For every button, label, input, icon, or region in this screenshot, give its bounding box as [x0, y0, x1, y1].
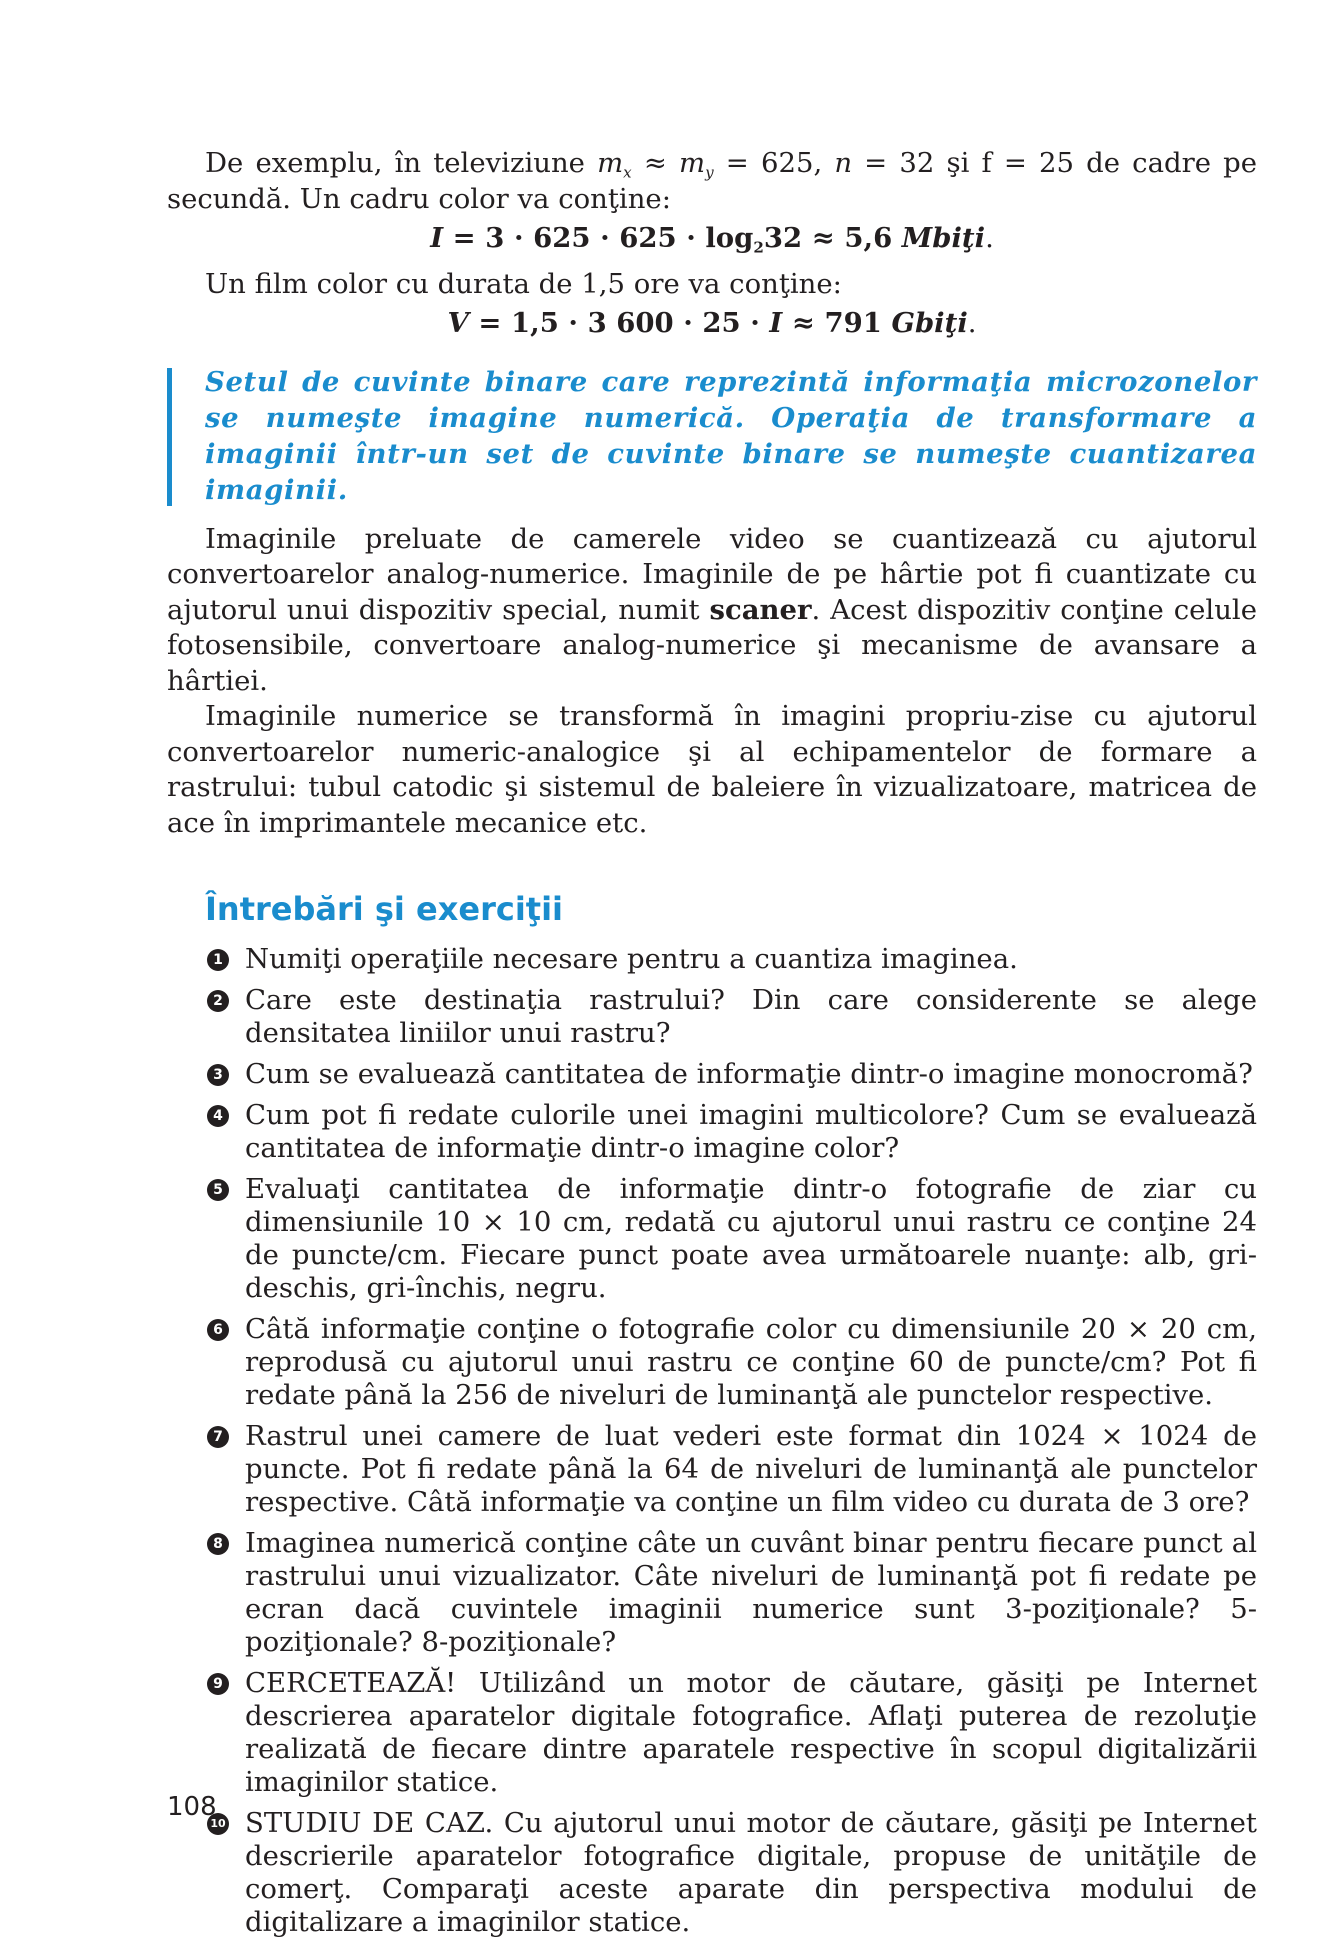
question-item — [167, 1058, 1257, 1091]
question-text: CERCETEAZĂ! Utilizând un motor de căutare, găsiţi pe Internet descrierea aparatelor digitale fotografice. Aflaţi puterea de rezoluţie realizată de fiecare dintre aparatele respective în scopul digitalizării imaginilor statice. — [245, 1667, 1257, 1798]
page-number: 108 — [167, 1792, 217, 1822]
definition-text: Setul de cuvinte binare care reprezintă informaţia microzonelor se numeşte imagine numerică. Operaţia de transformare a imaginii într-un set de cuvinte binare se numeşte cuantizarea imaginii. — [205, 365, 1257, 506]
question-number: 5 — [207, 1179, 229, 1201]
question-number: 1 — [207, 949, 229, 971]
question-item — [167, 1313, 1257, 1412]
conversion-paragraph: Imaginile numerice se transformă în imagini propriu-zise cu ajutorul convertoarelor numeric-analogice şi al echipamentelor de formare a rastrului: tubul catodic şi sistemul de baleiere în vizualizatoare, matricea de ace în imprimantele mecanice etc. — [167, 700, 1257, 839]
question-number: 7 — [207, 1426, 229, 1448]
question-text: Numiţi operaţiile necesare pentru a cuantiza imaginea. — [245, 943, 1018, 975]
question-item — [167, 1527, 1257, 1659]
question-item — [167, 1420, 1257, 1519]
question-text: Imaginea numerică conţine câte un cuvânt binar pentru fiecare punct al rastrului unui vizualizator. Câte niveluri de luminanţă pot fi redate pe ecran dacă cuvintele imaginii numerice sunt 3-poziţionale? 5-poziţionale? 8-poziţionale? — [245, 1527, 1257, 1658]
page-content — [167, 146, 1257, 1947]
scanner-paragraph: Imaginile preluate de camerele video se cuantizează cu ajutorul convertoarelor analog-numerice. Imaginile de pe hârtie pot fi cuantizate cu ajutorul unui dispozitiv special, numit scaner. Acest dispozitiv conţine celule fotosensibile, convertoare analog-numerice şi mecanisme de avansare a hârtiei. — [167, 522, 1257, 697]
question-text: STUDIU DE CAZ. Cu ajutorul unui motor de căutare, găsiţi pe Internet descrierile aparatelor fotografice digitale, propuse de unităţile de comerţ. Comparaţi aceste aparate din perspectiva modului de digitalizare a imaginilor statice. — [245, 1807, 1257, 1938]
question-text: Cum se evaluează cantitatea de informaţie dintr-o imagine monocromă? — [245, 1058, 1253, 1090]
question-text: Evaluaţi cantitatea de informaţie dintr-o fotografie de ziar cu dimensiunile 10 × 10 cm, redată cu ajutorul unui rastru ce conţine 24 de puncte/cm. Fiecare punct poate avea următoarele nuanţe: alb, gri-deschis, gri-închis, negru. — [245, 1173, 1257, 1304]
question-item — [167, 1667, 1257, 1799]
question-number: 6 — [207, 1319, 229, 1341]
film-intro: Un film color cu durata de 1,5 ore va conţine: — [205, 267, 842, 300]
questions-list — [167, 943, 1257, 1939]
question-item — [167, 984, 1257, 1050]
example-paragraph: De exemplu, în televiziune $m_x \approx m_y = 625$, n = 32 şi f = 25 de cadre pe secundă. Un cadru color va conţine: — [167, 147, 1258, 215]
definition-bar — [167, 368, 172, 506]
section-title: Întrebări şi exerciţii — [205, 890, 564, 928]
question-text: Care este destinaţia rastrului? Din care considerente se alege densitatea liniilor unui rastru? — [245, 984, 1257, 1049]
question-number: 8 — [207, 1533, 229, 1555]
question-number: 9 — [207, 1673, 229, 1695]
question-number: 3 — [207, 1064, 229, 1086]
formula-frame-information: $I = 3 \cdot 625 \cdot 625 \cdot \log_232 \approx 5,6$ Mbiţi. — [430, 222, 994, 257]
question-text: Rastrul unei camere de luat vederi este format din 1024 × 1024 de puncte. Pot fi redate până la 64 de niveluri de luminanţă ale punctelor respective. Câtă informaţie va conţine un film video cu durata de 3 ore? — [245, 1420, 1257, 1518]
question-item — [167, 1807, 1257, 1939]
formula-film-information: V = 1,5 · 3 600 · 25 · I ≈ 791 Gbiţi. — [447, 307, 977, 339]
question-item — [167, 1099, 1257, 1165]
question-item — [167, 943, 1257, 976]
question-item — [167, 1173, 1257, 1305]
question-number: 2 — [207, 990, 229, 1012]
question-text: Câtă informaţie conţine o fotografie color cu dimensiunile 20 × 20 cm, reprodusă cu ajutorul unui rastru ce conţine 60 de puncte/cm? Pot fi redate până la 256 de niveluri de luminanţă ale punctelor respective. — [245, 1313, 1257, 1411]
definition-box — [167, 364, 1257, 508]
question-number: 10 — [207, 1813, 229, 1835]
question-number: 4 — [207, 1105, 229, 1127]
question-text: Cum pot fi redate culorile unei imagini multicolore? Cum se evaluează cantitatea de informaţie dintr-o imagine color? — [245, 1099, 1257, 1164]
